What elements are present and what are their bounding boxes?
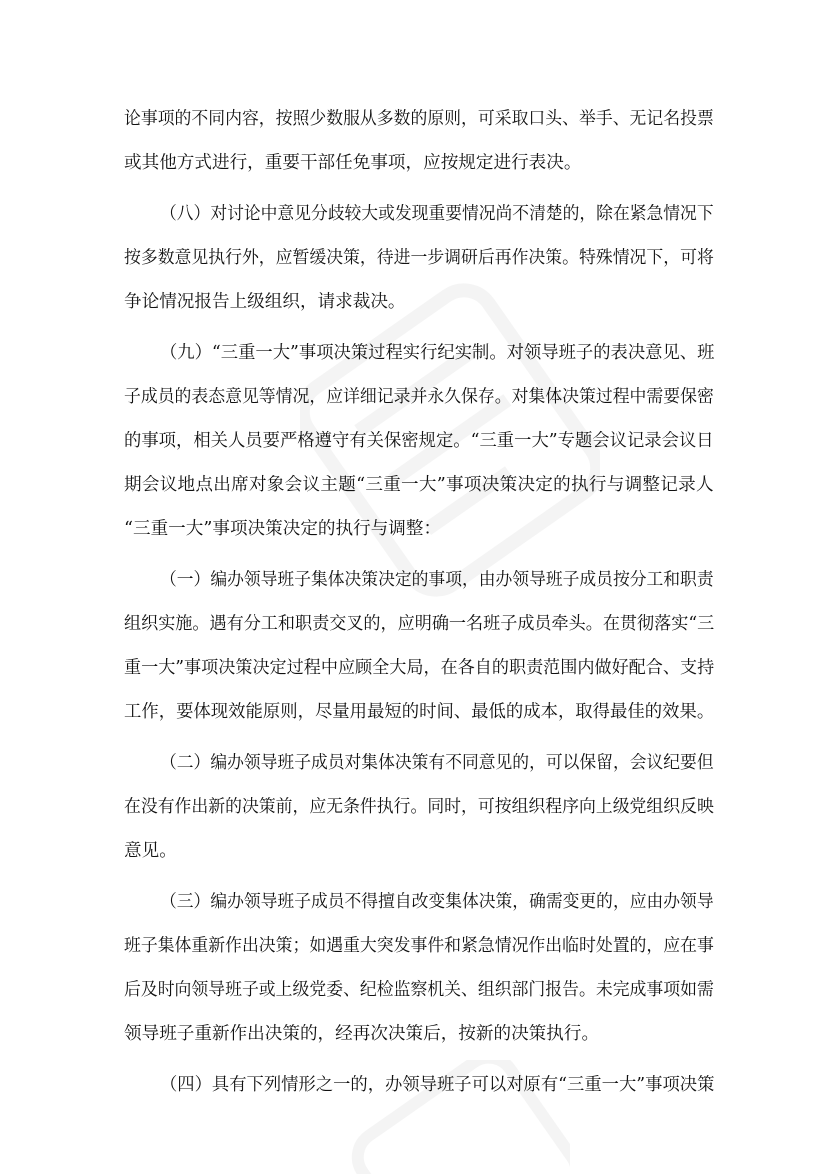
text-line: 期会议地点出席对象会议主题“三重一大”事项决策决定的执行与调整记录人	[124, 475, 714, 495]
paragraph-8-start: （八）对讨论中意见分歧较大或发现重要情况尚不清楚的，除在紧急情况下	[160, 204, 714, 224]
text-line: 争论情况报告上级组织，请求裁决。	[124, 292, 406, 312]
paragraph-3-start: （三）编办领导班子成员不得擅自改变集体决策，确需变更的，应由办领导	[160, 892, 714, 912]
text-line: 论事项的不同内容，按照少数服从多数的原则，可采取口头、举手、无记名投票	[124, 109, 714, 129]
text-line: 后及时向领导班子或上级党委、纪检监察机关、组织部门报告。未完成事项如需	[124, 980, 714, 1000]
text-line: 意见。	[124, 841, 177, 861]
text-line: 组织实施。遇有分工和职责交叉的，应明确一名班子成员牵头。在贯彻落实“三	[124, 614, 715, 634]
text-line: 领导班子重新作出决策的，经再次决策后，按新的决策执行。	[124, 1024, 600, 1044]
text-line: 在没有作出新的决策前，应无条件执行。同时，可按组织程序向上级党组织反映	[124, 797, 714, 817]
text-line: 班子集体重新作出决策；如遇重大突发事件和紧急情况作出临时处置的，应在事	[124, 936, 714, 956]
text-line: 重一大”事项决策决定过程中应顾全大局，在各自的职责范围内做好配合、支持	[124, 658, 715, 678]
text-line: “三重一大”事项决策决定的执行与调整：	[124, 519, 442, 539]
paragraph-2-start: （二）编办领导班子成员对集体决策有不同意见的，可以保留，会议纪要但	[160, 753, 714, 773]
text-line: 按多数意见执行外，应暂缓决策，待进一步调研后再作决策。特殊情况下，可将	[124, 248, 714, 268]
text-line: 子成员的表态意见等情况，应详细记录并永久保存。对集体决策过程中需要保密	[124, 387, 714, 407]
paragraph-4-start: （四）具有下列情形之一的，办领导班子可以对原有“三重一大”事项决策	[160, 1075, 715, 1095]
paragraph-1-start: （一）编办领导班子集体决策决定的事项，由办领导班子成员按分工和职责	[160, 570, 714, 590]
text-line: 的事项，相关人员要严格遵守有关保密规定。“三重一大”专题会议记录会议日	[124, 431, 714, 451]
paragraph-9-start: （九）“三重一大”事项决策过程实行纪实制。对领导班子的表决意见、班	[160, 343, 715, 363]
text-line: 工作，要体现效能原则，尽量用最短的时间、最低的成本，取得最佳的效果。	[124, 702, 715, 722]
text-line: 或其他方式进行，重要干部任免事项，应按规定进行表决。	[124, 153, 582, 173]
